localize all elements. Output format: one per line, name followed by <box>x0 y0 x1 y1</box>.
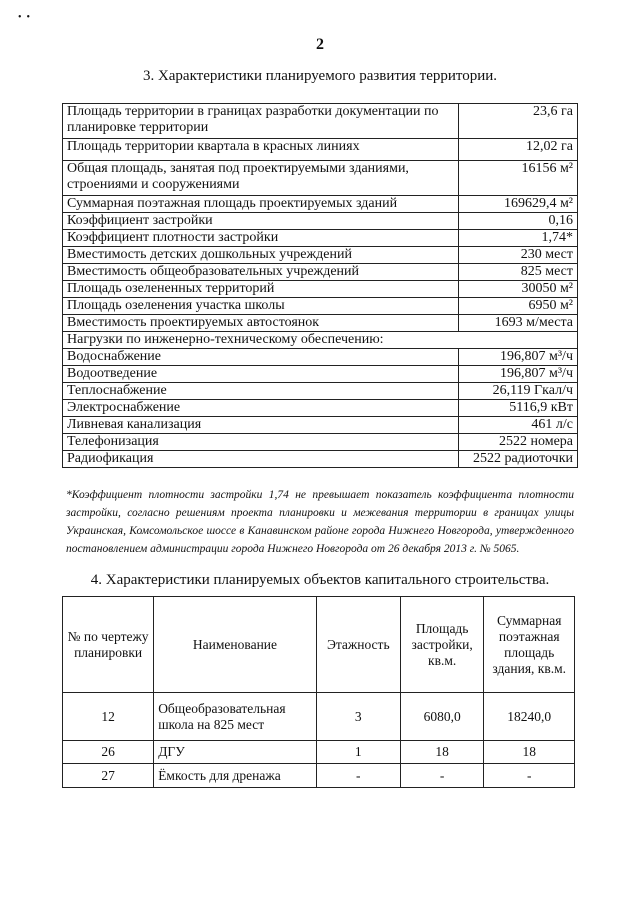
parameter-name: Площадь территории квартала в красных линиях <box>63 139 459 161</box>
table-row <box>63 264 578 281</box>
column-header: Площадь застройки, кв.м. <box>400 597 484 693</box>
loads-subheader: Нагрузки по инженерно-техническому обеспечению: <box>63 332 578 349</box>
table-row <box>63 230 578 247</box>
parameter-name: Вместимость проектируемых автостоянок <box>63 315 459 332</box>
table-row <box>63 213 578 230</box>
column-header: Суммарная поэтажная площадь здания, кв.м. <box>484 597 575 693</box>
table-row <box>63 383 578 400</box>
page-number: 2 <box>316 36 324 53</box>
table-row <box>63 104 578 139</box>
load-name: Ливневая канализация <box>63 417 459 434</box>
load-name: Водоотведение <box>63 366 459 383</box>
parameter-name: Площадь озеленения участка школы <box>63 298 459 315</box>
table-row <box>63 161 578 196</box>
load-name: Электроснабжение <box>63 400 459 417</box>
parameter-value: 23,6 га <box>459 104 578 139</box>
table-row <box>63 196 578 213</box>
table-cell: 3 <box>316 693 400 741</box>
table-cell: - <box>316 764 400 788</box>
table-row <box>63 741 575 764</box>
table-row <box>63 417 578 434</box>
table-row <box>63 400 578 417</box>
footnote: *Коэффициент плотности застройки 1,74 не превышает показатель коэффициента плотности застройки, согласно решениям проекта планировки и межевания территории в границах улицы Украинская, Комсомольское шоссе в Канавинском районе города Нижнего Новгорода, утвержденного постановлением администрации города Нижнего Новгорода от 26 декабря 2013 г. № 5065. <box>66 489 574 555</box>
load-value: 5116,9 кВт <box>459 400 578 417</box>
table-cell: Общеобразовательная школа на 825 мест <box>154 693 317 741</box>
table-row <box>63 139 578 161</box>
table-cell: 18 <box>400 741 484 764</box>
parameter-value: 1,74* <box>459 230 578 247</box>
load-value: 26,119 Гкал/ч <box>459 383 578 400</box>
load-name: Водоснабжение <box>63 349 459 366</box>
table-cell: 26 <box>63 741 154 764</box>
table-row <box>63 434 578 451</box>
load-value: 2522 радиоточки <box>459 451 578 468</box>
table-cell: 27 <box>63 764 154 788</box>
table-cell: 6080,0 <box>400 693 484 741</box>
parameter-value: 0,16 <box>459 213 578 230</box>
load-name: Радиофикация <box>63 451 459 468</box>
capital-objects-table <box>62 596 575 788</box>
load-name: Телефонизация <box>63 434 459 451</box>
table-row <box>63 349 578 366</box>
parameter-name: Коэффициент застройки <box>63 213 459 230</box>
parameter-name: Площадь территории в границах разработки документации по планировке территории <box>63 104 459 139</box>
parameter-name: Суммарная поэтажная площадь проектируемых зданий <box>63 196 459 213</box>
table-row <box>63 298 578 315</box>
table-row <box>63 366 578 383</box>
parameter-value: 169629,4 м² <box>459 196 578 213</box>
parameter-value: 12,02 га <box>459 139 578 161</box>
scan-mark: • • <box>18 12 31 23</box>
table-subheader-row <box>63 332 578 349</box>
parameter-value: 6950 м² <box>459 298 578 315</box>
table-row <box>63 315 578 332</box>
load-value: 461 л/с <box>459 417 578 434</box>
table-cell: 12 <box>63 693 154 741</box>
table-row <box>63 247 578 264</box>
parameter-name: Вместимость детских дошкольных учреждений <box>63 247 459 264</box>
parameter-name: Общая площадь, занятая под проектируемыми зданиями, строениями и сооружениями <box>63 161 459 196</box>
parameter-value: 825 мест <box>459 264 578 281</box>
table-row <box>63 693 575 741</box>
parameter-value: 16156 м² <box>459 161 578 196</box>
parameter-value: 1693 м/места <box>459 315 578 332</box>
load-value: 2522 номера <box>459 434 578 451</box>
parameter-name: Площадь озелененных территорий <box>63 281 459 298</box>
table-cell: Ёмкость для дренажа <box>154 764 317 788</box>
table-row <box>63 281 578 298</box>
load-value: 196,807 м³/ч <box>459 349 578 366</box>
load-value: 196,807 м³/ч <box>459 366 578 383</box>
parameter-value: 230 мест <box>459 247 578 264</box>
parameter-name: Коэффициент плотности застройки <box>63 230 459 247</box>
load-name: Теплоснабжение <box>63 383 459 400</box>
column-header: Наименование <box>154 597 317 693</box>
column-header: Этажность <box>316 597 400 693</box>
table-cell: 1 <box>316 741 400 764</box>
parameter-value: 30050 м² <box>459 281 578 298</box>
table-cell: - <box>484 764 575 788</box>
table-cell: - <box>400 764 484 788</box>
table-cell: ДГУ <box>154 741 317 764</box>
table-cell: 18 <box>484 741 575 764</box>
table-row <box>63 764 575 788</box>
table-row <box>63 451 578 468</box>
parameter-name: Вместимость общеобразовательных учреждений <box>63 264 459 281</box>
column-header: № по чертежу планировки <box>63 597 154 693</box>
territory-characteristics-table <box>62 103 578 468</box>
section-3-title: 3. Характеристики планируемого развития территории. <box>142 68 498 84</box>
section-4-title: 4. Характеристики планируемых объектов капитального строительства. <box>90 572 550 588</box>
table-cell: 18240,0 <box>484 693 575 741</box>
